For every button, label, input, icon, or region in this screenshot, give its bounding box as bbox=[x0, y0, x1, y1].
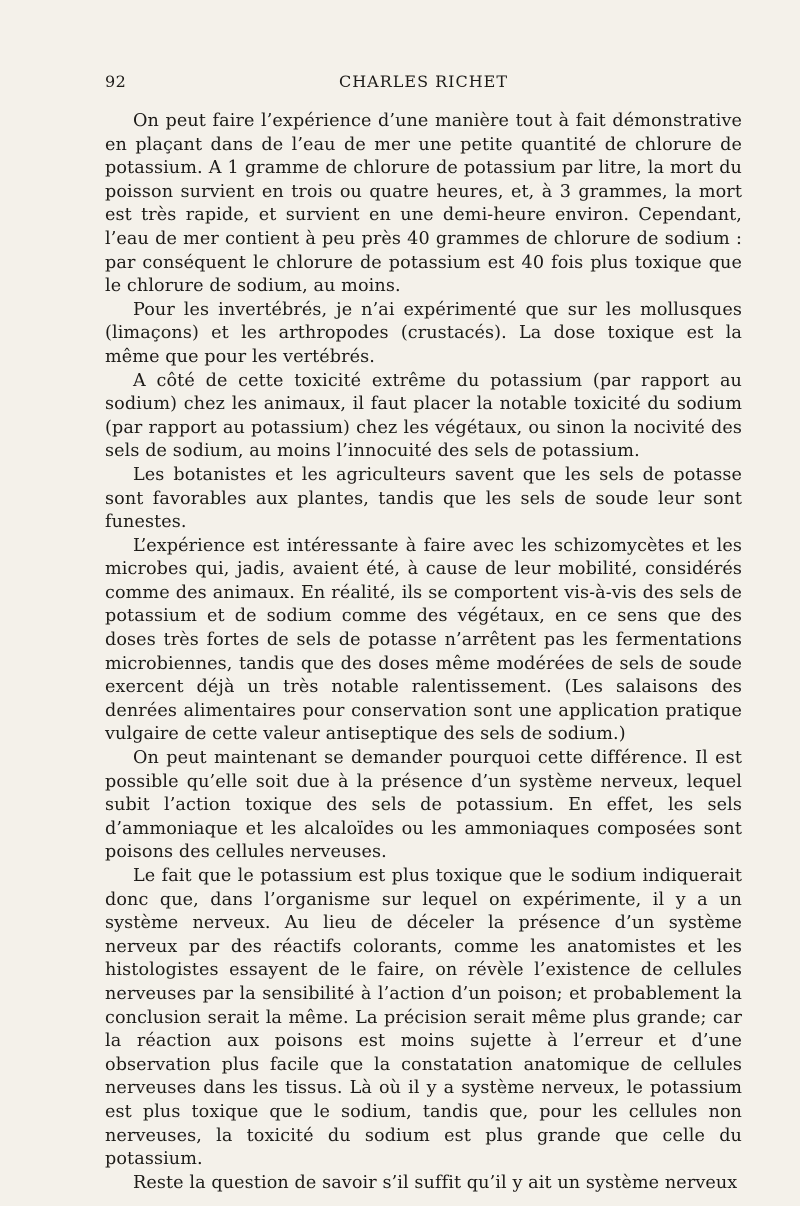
paragraph: Pour les invertébrés, je n’ai expérimenté que sur les mollusques (limaçons) et les arthropodes (crustacés). La dose toxique est la même que pour les vertébrés. bbox=[105, 299, 742, 367]
running-title: CHARLES RICHET bbox=[338, 72, 509, 91]
paragraph: On peut maintenant se demander pourquoi cette différence. Il est possible qu’elle soit due à la présence d’un système nerveux, lequel subit l’action toxique des sels de potassium. En effet, les sels d’ammoniaque et les alcaloïdes ou les ammoniaques composées sont poisons des cellules nerveuses. bbox=[105, 748, 742, 863]
paragraph: Les botanistes et les agriculteurs savent que les sels de potasse sont favorables aux plantes, tandis que les sels de soude leur sont funestes. bbox=[105, 464, 742, 533]
paragraph: A côté de cette toxicité extrême du potassium (par rapport au sodium) chez les animaux, il faut placer la notable toxicité du sodium (par rapport au potassium) chez les végétaux, ou sinon la nocivité des sels de sodium, au moins l’innocuité des sels de potassium. bbox=[105, 370, 742, 462]
body-text bbox=[105, 110, 742, 1195]
page-number: 92 bbox=[105, 72, 127, 91]
running-header bbox=[105, 68, 742, 96]
paragraph: Reste la question de savoir s’il suffit qu’il y ait un système nerveux bbox=[133, 1172, 738, 1193]
paragraph: On peut faire l’expérience d’une manière tout à fait démonstrative en plaçant dans de l’eau de mer une petite quantité de chlorure de potassium. A 1 gramme de chlorure de potassium par litre, la mort du poisson survient en trois ou quatre heures, et, à 3 grammes, la mort est très rapide, et survient en une demi-heure environ. Cependant, l’eau de mer contient à peu près 40 grammes de chlorure de sodium : par conséquent le chlorure de potassium est 40 fois plus toxique que le chlorure de sodium, au moins. bbox=[105, 111, 742, 297]
paragraph: L’expérience est intéressante à faire avec les schizomycètes et les microbes qui, jadis, avaient été, à cause de leur mobilité, considérés comme des animaux. En réalité, ils se comportent vis-à-vis des sels de potassium et de sodium comme des végétaux, en ce sens que des doses très fortes de sels de potasse n’arrêtent pas les fermentations microbiennes, tandis que des doses même modérées de sels de soude exercent déjà un très notable ralentissement. (Les salaisons des denrées alimentaires pour conservation sont une application pratique vulgaire de cette valeur antiseptique des sels de sodium.) bbox=[105, 535, 742, 745]
paragraph: Le fait que le potassium est plus toxique que le sodium indiquerait donc que, dans l’organisme sur lequel on expérimente, il y a un système nerveux. Au lieu de déceler la présence d’un système nerveux par des réactifs colorants, comme les anatomistes et les histologistes essayent de le faire, on révèle l’existence de cellules nerveuses par la sensibilité à l’action d’un poison; et probablement la conclusion serait la même. La précision serait même plus grande; car la réaction aux poisons est moins sujette à l’erreur et d’une observation plus facile que la constatation anatomique de cellules nerveuses dans les tissus. Là où il y a système nerveux, le potassium est plus toxique que le sodium, tandis que, pour les cellules non nerveuses, la toxicité du sodium est plus grande que celle du potassium. bbox=[105, 866, 742, 1170]
